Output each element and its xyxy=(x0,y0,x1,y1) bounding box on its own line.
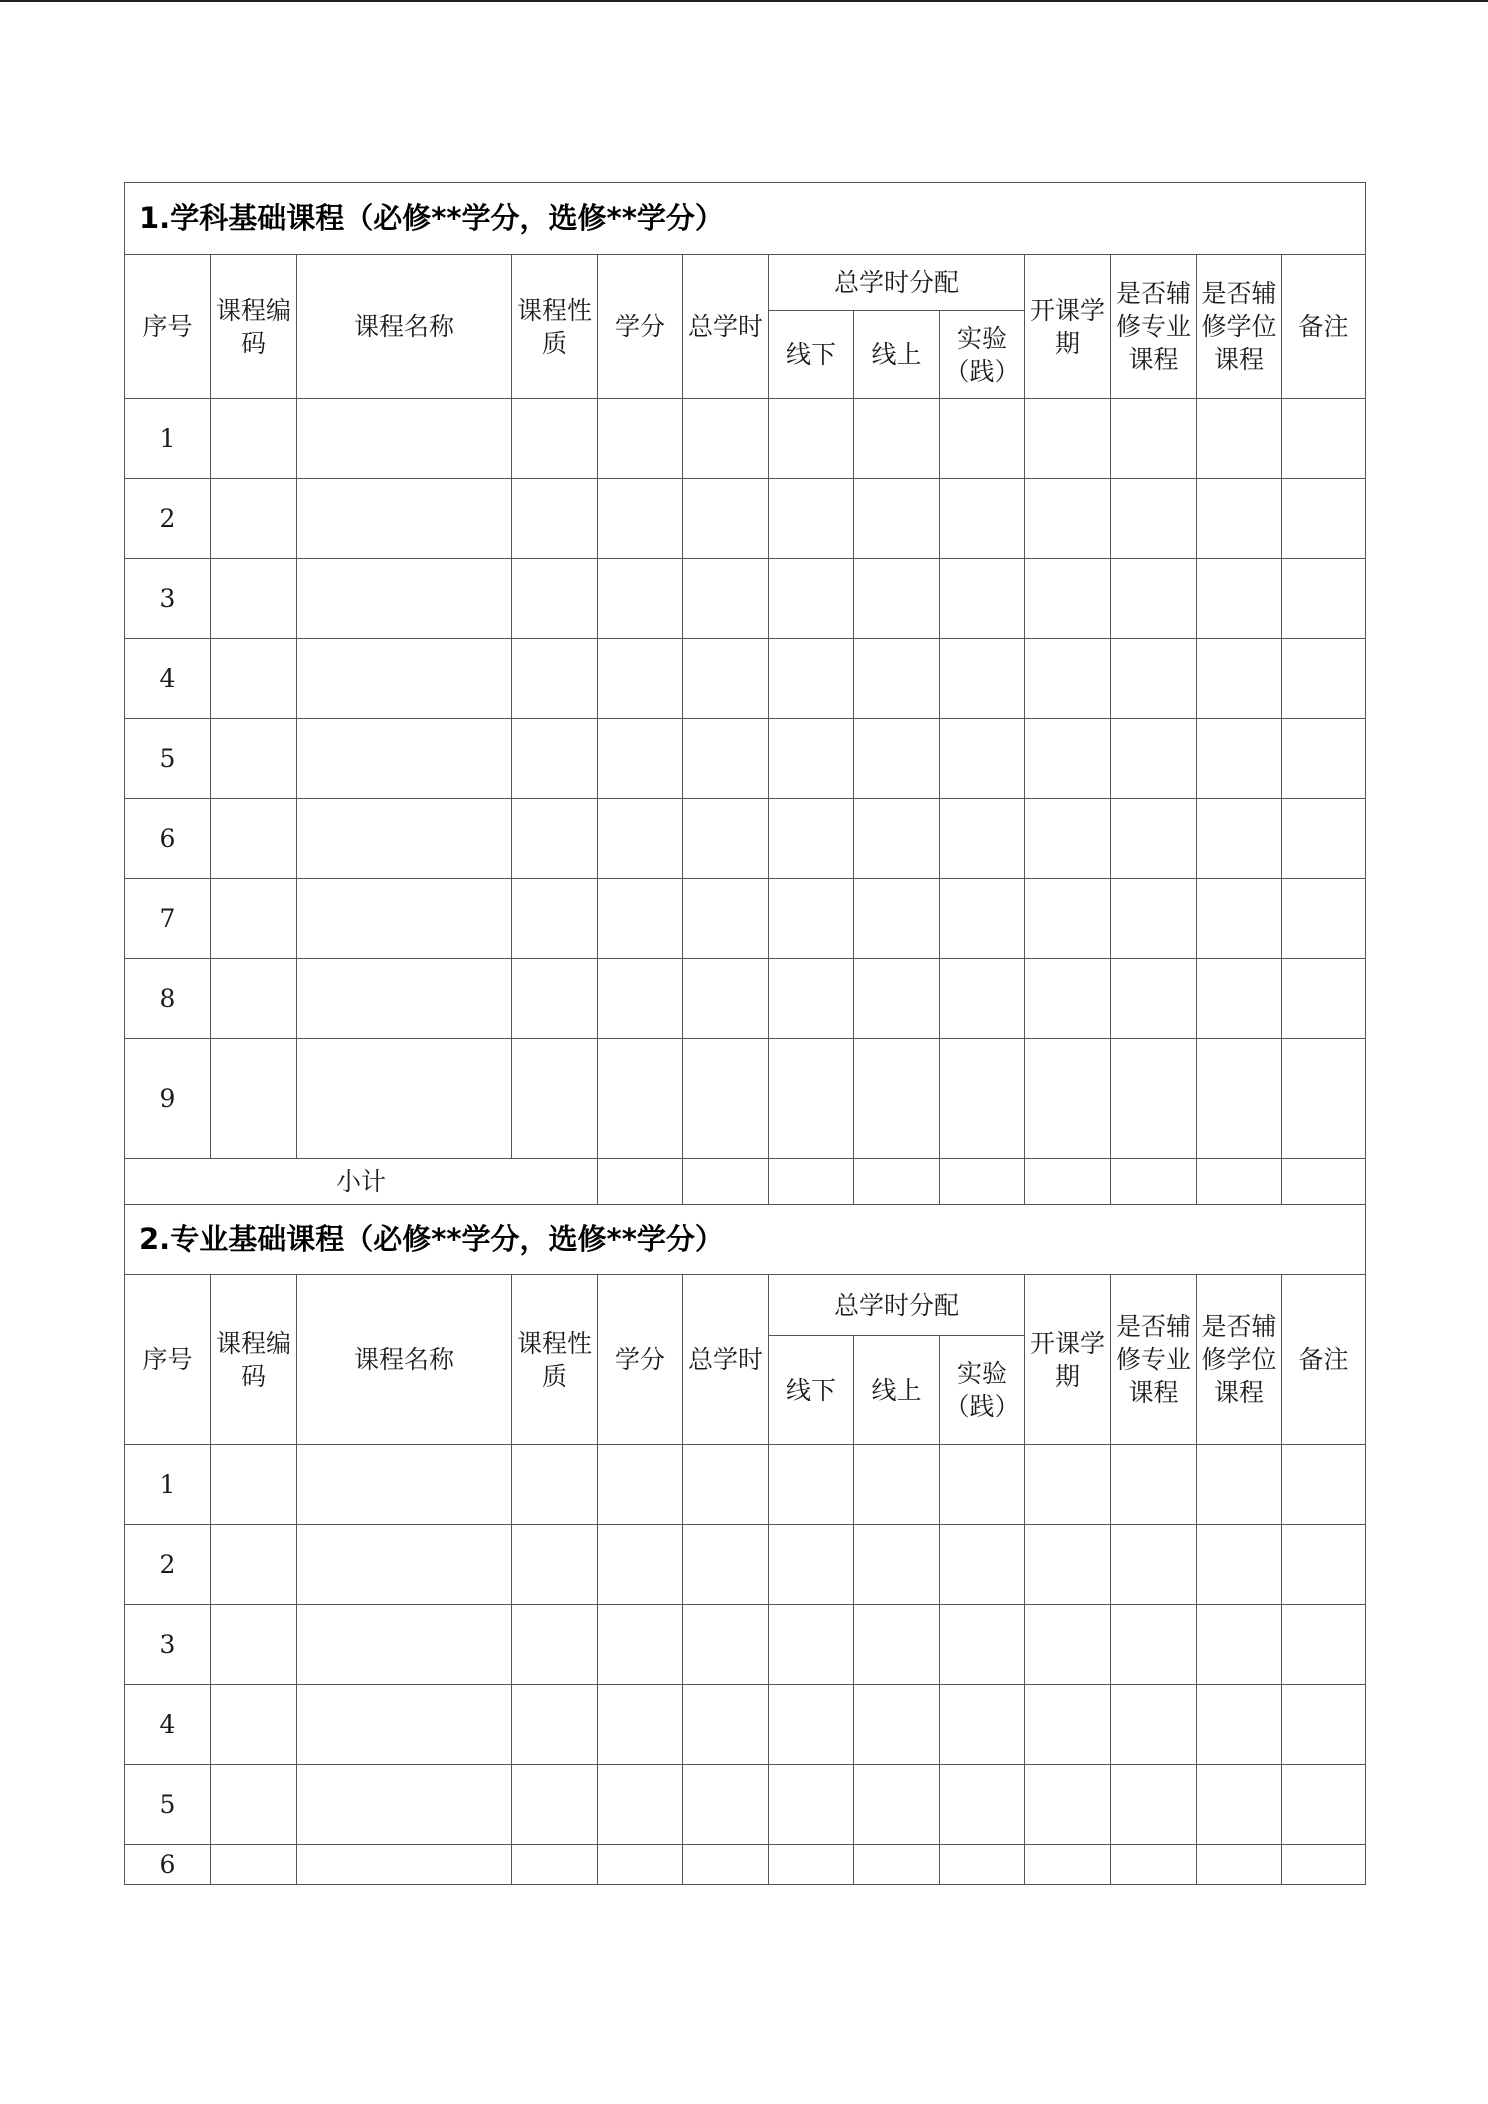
header-seq: 序号 xyxy=(125,1275,211,1445)
empty-cell xyxy=(297,639,512,719)
empty-cell xyxy=(940,639,1025,719)
header-course-code: 课程编码 xyxy=(211,1275,297,1445)
empty-cell xyxy=(1111,479,1197,559)
empty-cell xyxy=(598,1605,683,1685)
empty-cell xyxy=(1025,1685,1111,1765)
empty-cell xyxy=(1111,639,1197,719)
empty-cell xyxy=(940,1039,1025,1159)
header-credit: 学分 xyxy=(598,1275,683,1445)
empty-cell xyxy=(512,479,598,559)
empty-cell xyxy=(1111,1845,1197,1885)
row-seq: 4 xyxy=(125,639,211,719)
empty-cell xyxy=(598,1525,683,1605)
empty-cell xyxy=(854,1685,940,1765)
header-course-name: 课程名称 xyxy=(297,255,512,399)
empty-cell xyxy=(1025,1445,1111,1525)
empty-cell xyxy=(683,1445,769,1525)
empty-cell xyxy=(1197,559,1282,639)
empty-cell xyxy=(1282,1845,1366,1885)
empty-cell xyxy=(769,559,854,639)
empty-cell xyxy=(854,1039,940,1159)
header-lab-practice: 实验（践） xyxy=(940,311,1025,399)
empty-cell xyxy=(512,1845,598,1885)
header-online: 线上 xyxy=(854,1336,940,1445)
header-course-name: 课程名称 xyxy=(297,1275,512,1445)
header-offline: 线下 xyxy=(769,311,854,399)
empty-cell xyxy=(769,1765,854,1845)
empty-cell xyxy=(211,799,297,879)
empty-cell xyxy=(1197,1605,1282,1685)
header-offline: 线下 xyxy=(769,1336,854,1445)
empty-cell xyxy=(1025,1605,1111,1685)
empty-cell xyxy=(1025,479,1111,559)
row-seq: 7 xyxy=(125,879,211,959)
empty-cell xyxy=(683,559,769,639)
table-row xyxy=(125,799,1366,879)
row-seq: 8 xyxy=(125,959,211,1039)
empty-cell xyxy=(211,1525,297,1605)
empty-cell xyxy=(297,719,512,799)
empty-cell xyxy=(940,1605,1025,1685)
course-table-body xyxy=(125,183,1366,1885)
empty-cell xyxy=(1025,719,1111,799)
empty-cell xyxy=(1282,1685,1366,1765)
empty-cell xyxy=(683,1765,769,1845)
empty-cell xyxy=(854,1159,940,1205)
empty-cell xyxy=(1197,719,1282,799)
empty-cell xyxy=(940,1685,1025,1765)
header-row xyxy=(125,1275,1366,1336)
row-seq: 1 xyxy=(125,1445,211,1525)
empty-cell xyxy=(297,399,512,479)
empty-cell xyxy=(512,719,598,799)
empty-cell xyxy=(512,399,598,479)
empty-cell xyxy=(1111,799,1197,879)
empty-cell xyxy=(1282,399,1366,479)
empty-cell xyxy=(769,1685,854,1765)
table-row xyxy=(125,1445,1366,1525)
empty-cell xyxy=(769,1159,854,1205)
header-minor-degree: 是否辅修学位课程 xyxy=(1197,1275,1282,1445)
empty-cell xyxy=(1197,879,1282,959)
empty-cell xyxy=(1111,959,1197,1039)
table-row xyxy=(125,559,1366,639)
empty-cell xyxy=(297,1685,512,1765)
empty-cell xyxy=(1282,1605,1366,1685)
table-row xyxy=(125,1685,1366,1765)
header-seq: 序号 xyxy=(125,255,211,399)
empty-cell xyxy=(940,479,1025,559)
header-minor-major: 是否辅修专业课程 xyxy=(1111,1275,1197,1445)
empty-cell xyxy=(297,959,512,1039)
empty-cell xyxy=(512,1525,598,1605)
empty-cell xyxy=(512,1039,598,1159)
table-row xyxy=(125,879,1366,959)
empty-cell xyxy=(769,719,854,799)
header-remark: 备注 xyxy=(1282,1275,1366,1445)
empty-cell xyxy=(683,1605,769,1685)
empty-cell xyxy=(940,559,1025,639)
empty-cell xyxy=(598,879,683,959)
empty-cell xyxy=(297,1525,512,1605)
empty-cell xyxy=(1025,399,1111,479)
empty-cell xyxy=(1197,799,1282,879)
empty-cell xyxy=(683,879,769,959)
empty-cell xyxy=(1282,959,1366,1039)
empty-cell xyxy=(854,1525,940,1605)
empty-cell xyxy=(854,879,940,959)
empty-cell xyxy=(769,1845,854,1885)
empty-cell xyxy=(769,639,854,719)
empty-cell xyxy=(297,879,512,959)
empty-cell xyxy=(512,1605,598,1685)
empty-cell xyxy=(598,399,683,479)
course-plan-sheet xyxy=(124,182,1365,1885)
header-row xyxy=(125,255,1366,311)
empty-cell xyxy=(512,959,598,1039)
empty-cell xyxy=(1282,559,1366,639)
empty-cell xyxy=(1111,399,1197,479)
empty-cell xyxy=(512,559,598,639)
empty-cell xyxy=(211,1445,297,1525)
empty-cell xyxy=(1111,1445,1197,1525)
empty-cell xyxy=(211,479,297,559)
empty-cell xyxy=(1025,559,1111,639)
empty-cell xyxy=(769,1605,854,1685)
empty-cell xyxy=(854,959,940,1039)
empty-cell xyxy=(769,959,854,1039)
header-online: 线上 xyxy=(854,311,940,399)
empty-cell xyxy=(211,1845,297,1885)
empty-cell xyxy=(512,1685,598,1765)
empty-cell xyxy=(1197,1445,1282,1525)
section-title: 2.专业基础课程（必修**学分，选修**学分） xyxy=(125,1205,1366,1275)
empty-cell xyxy=(854,639,940,719)
empty-cell xyxy=(598,639,683,719)
empty-cell xyxy=(297,1765,512,1845)
empty-cell xyxy=(683,1159,769,1205)
section-title-row xyxy=(125,1205,1366,1275)
empty-cell xyxy=(940,1445,1025,1525)
empty-cell xyxy=(211,1039,297,1159)
empty-cell xyxy=(1282,1765,1366,1845)
empty-cell xyxy=(1197,639,1282,719)
empty-cell xyxy=(940,1765,1025,1845)
empty-cell xyxy=(940,719,1025,799)
empty-cell xyxy=(297,1039,512,1159)
empty-cell xyxy=(1025,1039,1111,1159)
empty-cell xyxy=(683,399,769,479)
table-row xyxy=(125,1765,1366,1845)
empty-cell xyxy=(769,879,854,959)
empty-cell xyxy=(1111,1159,1197,1205)
empty-cell xyxy=(598,1445,683,1525)
empty-cell xyxy=(211,639,297,719)
table-row xyxy=(125,1525,1366,1605)
empty-cell xyxy=(683,719,769,799)
empty-cell xyxy=(1282,1525,1366,1605)
row-seq: 4 xyxy=(125,1685,211,1765)
empty-cell xyxy=(297,1605,512,1685)
row-seq: 2 xyxy=(125,1525,211,1605)
empty-cell xyxy=(297,1445,512,1525)
empty-cell xyxy=(854,1445,940,1525)
empty-cell xyxy=(1025,959,1111,1039)
section-title-row xyxy=(125,183,1366,255)
empty-cell xyxy=(598,1685,683,1765)
empty-cell xyxy=(1197,959,1282,1039)
empty-cell xyxy=(598,799,683,879)
empty-cell xyxy=(211,559,297,639)
empty-cell xyxy=(1025,1845,1111,1885)
empty-cell xyxy=(769,399,854,479)
table-row xyxy=(125,1039,1366,1159)
empty-cell xyxy=(683,479,769,559)
empty-cell xyxy=(1282,799,1366,879)
empty-cell xyxy=(1197,1039,1282,1159)
table-row xyxy=(125,479,1366,559)
course-table xyxy=(124,182,1366,1885)
empty-cell xyxy=(211,399,297,479)
empty-cell xyxy=(512,639,598,719)
empty-cell xyxy=(940,879,1025,959)
empty-cell xyxy=(1025,1765,1111,1845)
empty-cell xyxy=(940,799,1025,879)
empty-cell xyxy=(211,959,297,1039)
header-total-hours: 总学时 xyxy=(683,1275,769,1445)
empty-cell xyxy=(598,1845,683,1885)
header-minor-major: 是否辅修专业课程 xyxy=(1111,255,1197,399)
row-seq: 3 xyxy=(125,559,211,639)
empty-cell xyxy=(297,1845,512,1885)
section-title: 1.学科基础课程（必修**学分，选修**学分） xyxy=(125,183,1366,255)
empty-cell xyxy=(211,719,297,799)
empty-cell xyxy=(769,1525,854,1605)
header-credit: 学分 xyxy=(598,255,683,399)
subtotal-row xyxy=(125,1159,1366,1205)
empty-cell xyxy=(1111,1765,1197,1845)
empty-cell xyxy=(297,479,512,559)
empty-cell xyxy=(512,879,598,959)
header-semester: 开课学期 xyxy=(1025,1275,1111,1445)
header-hours-distribution: 总学时分配 xyxy=(769,1275,1025,1336)
empty-cell xyxy=(1025,1525,1111,1605)
empty-cell xyxy=(1197,1685,1282,1765)
empty-cell xyxy=(211,879,297,959)
empty-cell xyxy=(1197,479,1282,559)
empty-cell xyxy=(1282,879,1366,959)
empty-cell xyxy=(1025,799,1111,879)
row-seq: 6 xyxy=(125,1845,211,1885)
empty-cell xyxy=(683,1525,769,1605)
empty-cell xyxy=(1111,1605,1197,1685)
empty-cell xyxy=(1197,1159,1282,1205)
empty-cell xyxy=(683,1845,769,1885)
row-seq: 6 xyxy=(125,799,211,879)
empty-cell xyxy=(683,1685,769,1765)
empty-cell xyxy=(854,559,940,639)
empty-cell xyxy=(297,559,512,639)
empty-cell xyxy=(1197,1765,1282,1845)
empty-cell xyxy=(769,1039,854,1159)
empty-cell xyxy=(683,959,769,1039)
empty-cell xyxy=(1282,719,1366,799)
header-remark: 备注 xyxy=(1282,255,1366,399)
empty-cell xyxy=(1111,879,1197,959)
header-total-hours: 总学时 xyxy=(683,255,769,399)
empty-cell xyxy=(297,799,512,879)
table-row xyxy=(125,1845,1366,1885)
empty-cell xyxy=(769,1445,854,1525)
empty-cell xyxy=(940,1159,1025,1205)
header-course-code: 课程编码 xyxy=(211,255,297,399)
empty-cell xyxy=(854,719,940,799)
empty-cell xyxy=(512,1445,598,1525)
empty-cell xyxy=(1197,1845,1282,1885)
header-minor-degree: 是否辅修学位课程 xyxy=(1197,255,1282,399)
empty-cell xyxy=(598,479,683,559)
table-row xyxy=(125,639,1366,719)
empty-cell xyxy=(854,399,940,479)
empty-cell xyxy=(769,479,854,559)
row-seq: 9 xyxy=(125,1039,211,1159)
empty-cell xyxy=(940,959,1025,1039)
empty-cell xyxy=(1111,1685,1197,1765)
empty-cell xyxy=(211,1605,297,1685)
empty-cell xyxy=(1282,1159,1366,1205)
empty-cell xyxy=(683,639,769,719)
empty-cell xyxy=(940,399,1025,479)
empty-cell xyxy=(1111,719,1197,799)
empty-cell xyxy=(1111,1525,1197,1605)
empty-cell xyxy=(211,1765,297,1845)
table-row xyxy=(125,719,1366,799)
table-row xyxy=(125,959,1366,1039)
empty-cell xyxy=(854,799,940,879)
empty-cell xyxy=(1197,1525,1282,1605)
empty-cell xyxy=(1025,639,1111,719)
empty-cell xyxy=(598,1039,683,1159)
empty-cell xyxy=(1025,879,1111,959)
table-row xyxy=(125,1605,1366,1685)
empty-cell xyxy=(598,719,683,799)
empty-cell xyxy=(1025,1159,1111,1205)
empty-cell xyxy=(1111,559,1197,639)
table-row xyxy=(125,399,1366,479)
empty-cell xyxy=(683,1039,769,1159)
empty-cell xyxy=(683,799,769,879)
header-semester: 开课学期 xyxy=(1025,255,1111,399)
header-course-nature: 课程性质 xyxy=(512,1275,598,1445)
row-seq: 1 xyxy=(125,399,211,479)
empty-cell xyxy=(769,799,854,879)
empty-cell xyxy=(598,559,683,639)
empty-cell xyxy=(854,1765,940,1845)
empty-cell xyxy=(512,1765,598,1845)
empty-cell xyxy=(1282,1039,1366,1159)
empty-cell xyxy=(940,1525,1025,1605)
empty-cell xyxy=(1111,1039,1197,1159)
header-hours-distribution: 总学时分配 xyxy=(769,255,1025,311)
empty-cell xyxy=(1197,399,1282,479)
empty-cell xyxy=(854,1605,940,1685)
header-course-nature: 课程性质 xyxy=(512,255,598,399)
empty-cell xyxy=(1282,639,1366,719)
subtotal-label: 小计 xyxy=(125,1159,598,1205)
empty-cell xyxy=(598,959,683,1039)
row-seq: 2 xyxy=(125,479,211,559)
empty-cell xyxy=(1282,479,1366,559)
empty-cell xyxy=(512,799,598,879)
empty-cell xyxy=(854,479,940,559)
empty-cell xyxy=(940,1845,1025,1885)
empty-cell xyxy=(854,1845,940,1885)
row-seq: 5 xyxy=(125,719,211,799)
empty-cell xyxy=(598,1765,683,1845)
header-lab-practice: 实验（践） xyxy=(940,1336,1025,1445)
empty-cell xyxy=(598,1159,683,1205)
row-seq: 3 xyxy=(125,1605,211,1685)
empty-cell xyxy=(211,1685,297,1765)
row-seq: 5 xyxy=(125,1765,211,1845)
empty-cell xyxy=(1282,1445,1366,1525)
